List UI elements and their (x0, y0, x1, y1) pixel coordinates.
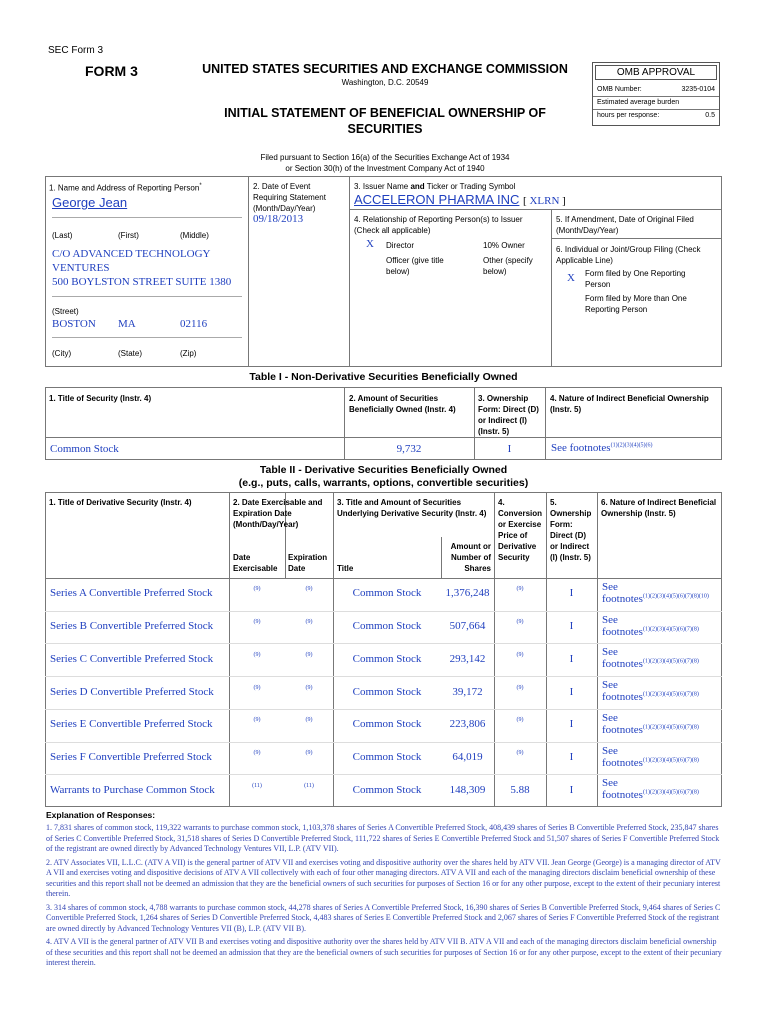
explanation-item: 4. ATV A VII is the general partner of ATV VII B and exercises voting and dispositive authority over the shares held by ATV VII B. ATV A VII and each of the managing directors disclaim beneficial ownership of these securities and this report shall not be deemed an admission that they are the beneficial owners of such securities for purposes of Section 16 or for any other purpose, except to the extent of their pecuniary interest therein. (46, 937, 722, 967)
more-persons-label: Form filed by More than One Reporting Person (585, 294, 687, 314)
t2-row-underlying-title: Common Stock (352, 587, 422, 600)
t2-row-date-exercisable: (9) (253, 717, 261, 724)
t2-row-see: See (602, 581, 618, 593)
t2-row-title: Series E Convertible Preferred Stock (50, 718, 213, 731)
t2-h5: 5. Ownership Form: Direct (D) or Indirect (I) (Instr. 5) (550, 498, 592, 562)
omb-box (592, 62, 720, 126)
t2-row-date-exercisable: (9) (253, 619, 261, 626)
filed-pursuant-note: Filed pursuant to Section 16(a) of the Securities Exchange Act of 1934 or Section 30(h) of the Investment Company Act of 1940 (260, 153, 510, 173)
issuer-name-link[interactable]: ACCELERON PHARMA INC (354, 192, 520, 207)
t2-h3b: Amount or Number of Shares (450, 542, 491, 573)
t2-row-see: See (602, 613, 618, 626)
t2-row-ownership-form: I (569, 652, 574, 665)
t2-row-title: Series D Convertible Preferred Stock (50, 685, 214, 698)
t1-row-amount: 9,732 (396, 443, 422, 455)
t2-row-date-exercisable: (9) (253, 651, 261, 658)
one-person-label: Form filed by One Reporting Person (585, 269, 686, 289)
t2-row-underlying-title: Common Stock (352, 718, 422, 731)
box5-label: 5. If Amendment, Date of Original Filed (Month/Day/Year) (556, 215, 694, 235)
t2-row-footnotes: footnotes$^{(1)(2)(3)(4)(5)(6)(7)(8)}$ (602, 625, 699, 638)
t2-row-footnotes: footnotes$^{(1)(2)(3)(4)(5)(6)(7)(8)(10)}$ (602, 593, 709, 605)
sec-form-label: SEC Form 3 (48, 45, 104, 56)
zip-label: (Zip) (180, 349, 197, 358)
explanation-item: 3. 314 shares of common stock, 4,788 warrants to purchase common stock, 44,278 shares of Series A Convertible Preferred Stock, 16,390 shares of Series B Convertible Preferred Stock, 9,464 shares of Series C Convertible Preferred Stock, 1,264 shares of Series D Convertible Preferred Stock, 4,483 shares of Series E Convertible Preferred Stock and 2,067 shares of Series F Convertible Preferred Stock of the registrant are owned directly by Advanced Technology Ventures VII (B), L.P. (ATV VII B). (46, 902, 721, 933)
street-label: (Street) (52, 307, 79, 316)
t2-row-date-exercisable: (11) (252, 782, 262, 789)
t2-h3: 3. Title and Amount of Securities Underlying Derivative Security (Instr. 4) (337, 498, 487, 518)
t2-row-amount: 293,142 (449, 652, 486, 665)
t2-row-amount: 1,376,248 (445, 587, 490, 600)
t2-row-see: See (602, 744, 618, 757)
explanation-item: 1. 7,831 shares of common stock, 119,322 warrants to purchase common stock, 1,103,378 shares of Series A Convertible Preferred Stock, 408,439 shares of Series B Convertible Preferred Stock, 235,847 shares of Series C Convertible Preferred Stock, 31,518 shares of Series D Convertible Preferred Stock, 111,722 shares of Series E Convertible Preferred Stock and 51,507 shares of Series F Convertible Preferred Stock of the registrant are owned directly by Advanced Technology Ventures VII, L.P. (ATV VII). (46, 823, 720, 853)
t2-row-ownership-form: I (569, 587, 574, 600)
t2-row-conversion-price: (9) (516, 651, 524, 658)
t2-row-conversion-price: (9) (516, 619, 524, 626)
t2-h4: 4. Conversion or Exercise Price of Derivative Security (498, 498, 543, 562)
t1-h3: 3. Ownership Form: Direct (D) or Indirect (I) (Instr. 5) (478, 394, 539, 436)
omb-title: OMB APPROVAL (595, 65, 717, 80)
t2-row-ownership-form: I (569, 685, 574, 698)
explanation-title: Explanation of Responses: (46, 810, 156, 820)
t2-row-underlying-title: Common Stock (352, 620, 422, 633)
city-label: (City) (52, 349, 72, 358)
one-person-check: X (567, 272, 575, 284)
t2-row-expiration-date: (9) (305, 586, 313, 593)
last-label: (Last) (52, 231, 73, 240)
reporting-person-name[interactable]: George Jean (52, 195, 128, 210)
t2-row-amount: 223,806 (449, 718, 486, 731)
t1-h4: 4. Nature of Indirect Beneficial Ownership (Instr. 5) (550, 394, 709, 414)
t2-h2b: Expiration Date (288, 553, 328, 573)
t2-row-conversion-price: (9) (516, 749, 524, 756)
box2-label: 2. Date of Event Requiring Statement (Month/Day/Year) (253, 182, 326, 213)
issuer-line: ACCELERON PHARMA INC [ XLRN ] (354, 192, 566, 207)
omb-number-label: OMB Number: (597, 86, 642, 93)
t2-row-footnotes: footnotes$^{(1)(2)(3)(4)(5)(6)(7)(8)}$ (602, 658, 699, 671)
box6-label: 6. Individual or Joint/Group Filing (Check Applicable Line) (556, 245, 701, 265)
ten-pct-owner-label: 10% Owner (483, 241, 525, 250)
statement-title: INITIAL STATEMENT OF BENEFICIAL OWNERSHIP OF SECURITIES (224, 106, 546, 136)
t2-row-footnotes: footnotes$^{(1)(2)(3)(4)(5)(6)(7)(8)}$ (602, 756, 699, 769)
t2-row-amount: 39,172 (452, 685, 483, 698)
t2-row-conversion-price: (9) (516, 684, 524, 691)
t2-row-see: See (602, 646, 618, 659)
t2-row-title: Series B Convertible Preferred Stock (50, 620, 214, 633)
omb-hours-label: hours per response: (597, 112, 660, 119)
t2-h2: 2. Date Exercisable and Expiration Date (Month/Day/Year) (233, 498, 323, 529)
state-value: MA (118, 318, 136, 330)
t2-row-title: Series F Convertible Preferred Stock (50, 750, 212, 763)
officer-label: Officer (give title below) (386, 256, 444, 276)
t1-h1: 1. Title of Security (Instr. 4) (49, 394, 152, 403)
zip-value: 02116 (180, 318, 208, 330)
table1-title: Table I - Non-Derivative Securities Beneficially Owned (249, 371, 518, 383)
t2-row-expiration-date: (9) (305, 619, 313, 626)
box3-label: 3. Issuer Name and Ticker or Trading Symbol (354, 182, 516, 191)
omb-burden-label: Estimated average burden (597, 99, 680, 106)
t2-row-ownership-form: I (569, 718, 574, 731)
t2-row-conversion-price: (9) (516, 586, 524, 593)
t2-row-underlying-title: Common Stock (352, 652, 422, 665)
t2-row-amount: 148,309 (449, 783, 486, 796)
explanation-item: 2. ATV Associates VII, L.L.C. (ATV A VII) is the general partner of ATV VII and exercises voting and dispositive authority over the shares held by ATV VII. Jean George (George) is a managing director of ATV A VII and exercises voting and dispositive decisions of ATV A VII collectively with each of four other managing directors. ATV A VII and each of the managing directors disclaim beneficial ownership of these securities and this report shall not be deemed an admission that they are the beneficial owners of such securities for purposes of Section 16 or for any other purpose, except to the extent of their pecuniary interest therein. (46, 857, 721, 898)
t2-row-ownership-form: I (569, 620, 574, 633)
t2-row-expiration-date: (9) (305, 749, 313, 756)
other-label: Other (specify below) (483, 256, 533, 276)
t2-row-expiration-date: (11) (304, 782, 314, 789)
ticker-symbol: XLRN (529, 195, 560, 207)
t2-row-conversion-price: (9) (516, 717, 524, 724)
t2-h1: 1. Title of Derivative Security (Instr. 4) (49, 498, 192, 507)
explanation-list (46, 823, 722, 972)
t2-row-underlying-title: Common Stock (352, 685, 422, 698)
first-label: (First) (118, 231, 139, 240)
box4-label: 4. Relationship of Reporting Person(s) to Issuer (Check all applicable) (354, 215, 523, 235)
t2-row-footnotes: footnotes$^{(1)(2)(3)(4)(5)(6)(7)(8)}$ (602, 789, 699, 802)
t2-row-expiration-date: (9) (305, 684, 313, 691)
t2-row-title: Series A Convertible Preferred Stock (50, 587, 213, 600)
t2-row-footnotes: footnotes$^{(1)(2)(3)(4)(5)(6)(7)(8)}$ (602, 723, 699, 736)
t2-row-date-exercisable: (9) (253, 684, 261, 691)
state-label: (State) (118, 349, 143, 358)
t2-h3a: Title (337, 564, 354, 573)
t2-row-expiration-date: (9) (305, 651, 313, 658)
t1-row-form: I (507, 443, 512, 455)
t2-row-title: Series C Convertible Preferred Stock (50, 652, 214, 665)
address-lines: C/O ADVANCED TECHNOLOGY VENTURES (52, 248, 211, 274)
t2-row-underlying-title: Common Stock (352, 750, 422, 763)
omb-hours-value: 0.5 (705, 112, 715, 119)
commission-title: UNITED STATES SECURITIES AND EXCHANGE COMMISSION (202, 62, 568, 76)
t1-row-title: Common Stock (50, 443, 119, 455)
t2-row-date-exercisable: (9) (253, 586, 261, 593)
t2-row-ownership-form: I (569, 783, 574, 796)
t2-row-footnotes: footnotes$^{(1)(2)(3)(4)(5)(6)(7)(8)}$ (602, 691, 699, 704)
table2-title: Table II - Derivative Securities Beneficially Owned (e.g., puts, calls, warrants, options, convertible securities) (238, 464, 529, 489)
t2-row-date-exercisable: (9) (253, 749, 261, 756)
t2-row-ownership-form: I (569, 750, 574, 763)
t2-row-title: Warrants to Purchase Common Stock (50, 783, 215, 796)
t2-row-expiration-date: (9) (305, 717, 313, 724)
t1-row-nature: See footnotes$^{(1)(2)(3)(4)(5)(6)}$ (551, 442, 653, 454)
event-date: 09/18/2013 (253, 213, 304, 225)
t2-row-conversion-price: 5.88 (510, 783, 530, 796)
t2-row-see: See (602, 711, 618, 724)
t2-row-see: See (602, 777, 618, 790)
city-value: BOSTON (52, 318, 96, 330)
t2-row-underlying-title: Common Stock (352, 783, 422, 796)
form-title: FORM 3 (85, 63, 138, 79)
director-check: X (366, 238, 374, 250)
t2-row-amount: 64,019 (452, 750, 483, 763)
director-label: Director (386, 241, 415, 250)
t1-h2: 2. Amount of Securities Beneficially Owned (Instr. 4) (349, 394, 456, 414)
t2-h2a: Date Exercisable (233, 553, 278, 573)
address-street: 500 BOYLSTON STREET SUITE 1380 (52, 276, 232, 288)
box1-label: 1. Name and Address of Reporting Person* (49, 183, 202, 193)
omb-number-value: 3235-0104 (681, 86, 715, 93)
commission-city: Washington, D.C. 20549 (341, 78, 429, 87)
t2-h6: 6. Nature of Indirect Beneficial Ownership (Instr. 5) (601, 498, 717, 518)
middle-label: (Middle) (180, 231, 209, 240)
t2-row-amount: 507,664 (449, 620, 486, 633)
t2-row-see: See (602, 679, 618, 692)
